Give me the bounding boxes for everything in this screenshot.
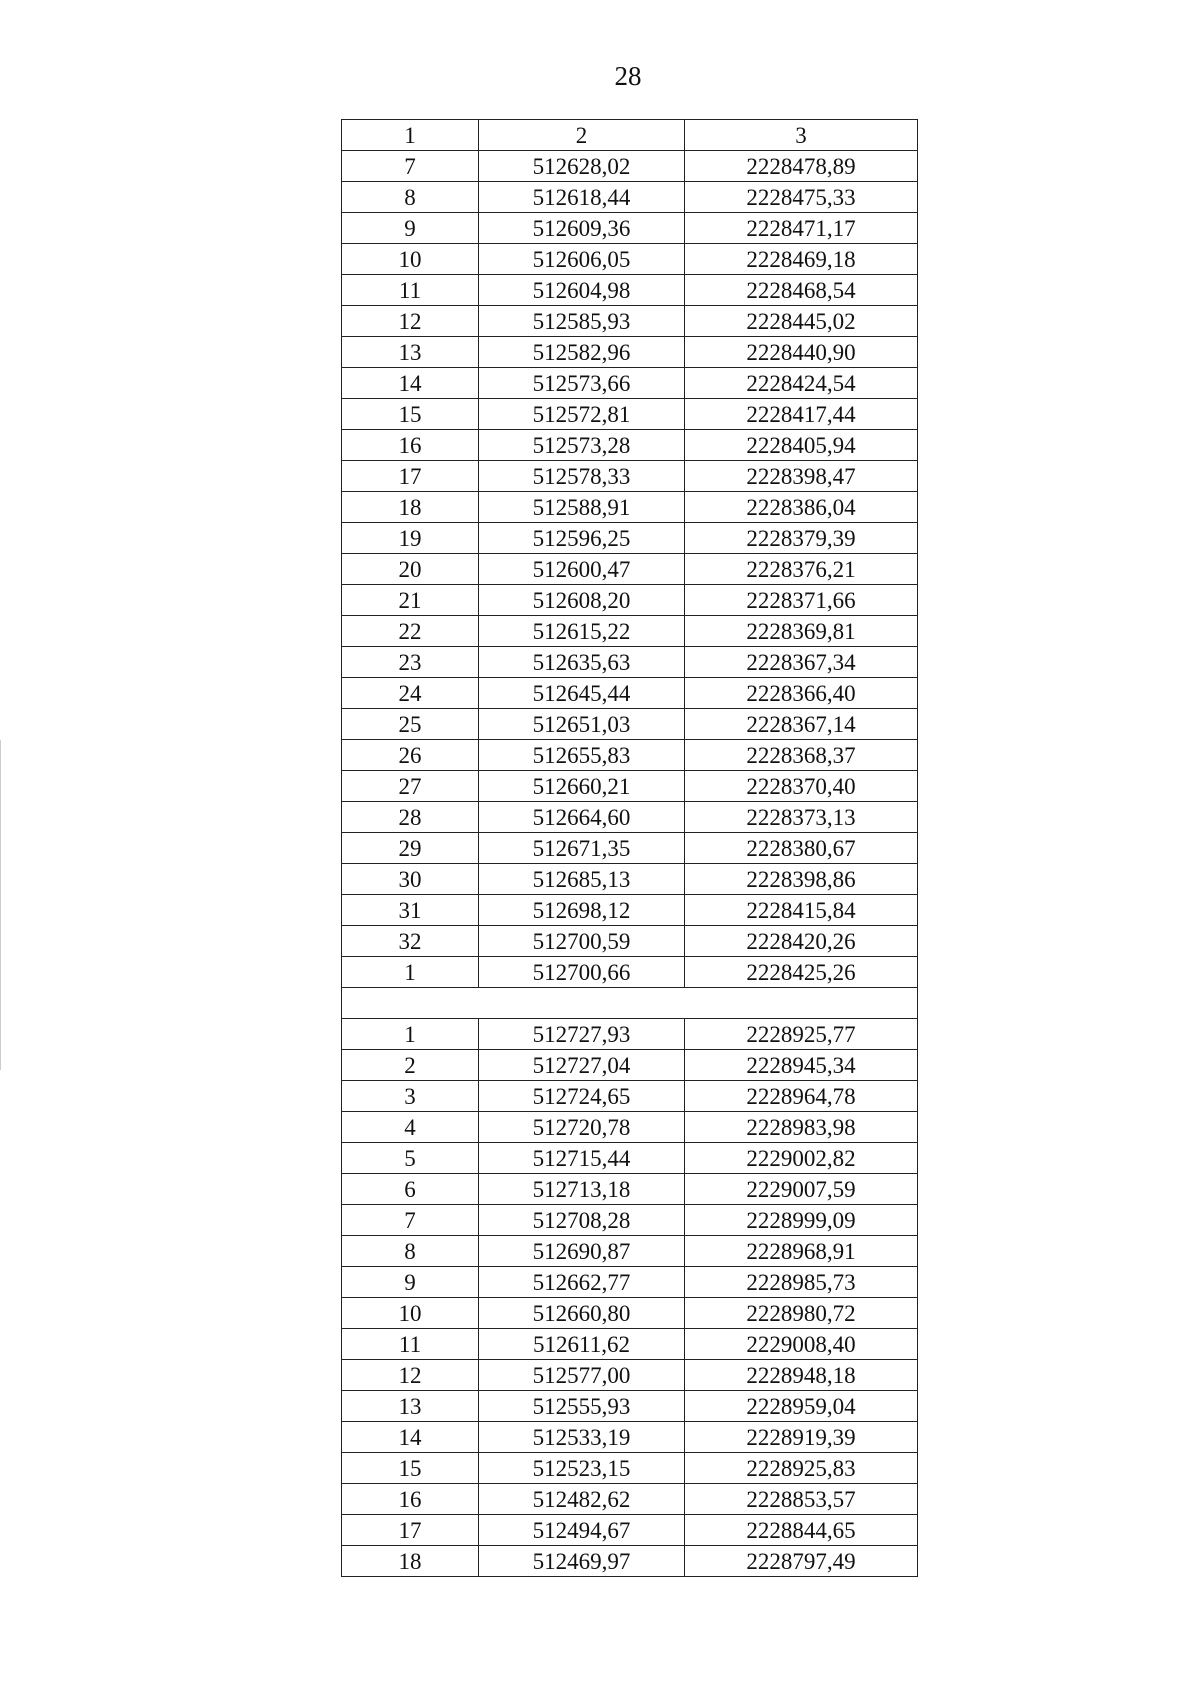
x-coordinate-cell: 512645,44 <box>479 678 685 709</box>
y-coordinate-cell: 2228475,33 <box>685 182 918 213</box>
x-coordinate-cell: 512685,13 <box>479 864 685 895</box>
table-row <box>342 709 918 740</box>
table-row <box>342 1391 918 1422</box>
scan-margin-line <box>0 740 1 1070</box>
x-coordinate-cell: 512727,93 <box>479 1019 685 1050</box>
x-coordinate-cell: 512635,63 <box>479 647 685 678</box>
y-coordinate-cell: 2228405,94 <box>685 430 918 461</box>
x-coordinate-cell: 512708,28 <box>479 1205 685 1236</box>
x-coordinate-cell: 512585,93 <box>479 306 685 337</box>
x-coordinate-cell: 512611,62 <box>479 1329 685 1360</box>
y-coordinate-cell: 2228371,66 <box>685 585 918 616</box>
y-coordinate-cell: 2228367,14 <box>685 709 918 740</box>
y-coordinate-cell: 2228386,04 <box>685 492 918 523</box>
header-cell-point: 1 <box>342 120 479 151</box>
table-row <box>342 368 918 399</box>
y-coordinate-cell: 2228398,86 <box>685 864 918 895</box>
point-number-cell: 12 <box>342 1360 479 1391</box>
table-row <box>342 1143 918 1174</box>
point-number-cell: 22 <box>342 616 479 647</box>
x-coordinate-cell: 512651,03 <box>479 709 685 740</box>
table-row <box>342 275 918 306</box>
table-row <box>342 306 918 337</box>
point-number-cell: 13 <box>342 337 479 368</box>
x-coordinate-cell: 512588,91 <box>479 492 685 523</box>
table-row <box>342 678 918 709</box>
section-separator-row <box>342 988 918 1019</box>
table-row <box>342 864 918 895</box>
y-coordinate-cell: 2228948,18 <box>685 1360 918 1391</box>
x-coordinate-cell: 512573,28 <box>479 430 685 461</box>
y-coordinate-cell: 2228367,34 <box>685 647 918 678</box>
y-coordinate-cell: 2228379,39 <box>685 523 918 554</box>
point-number-cell: 18 <box>342 1546 479 1577</box>
y-coordinate-cell: 2228844,65 <box>685 1515 918 1546</box>
x-coordinate-cell: 512724,65 <box>479 1081 685 1112</box>
table-row <box>342 1081 918 1112</box>
y-coordinate-cell: 2228373,13 <box>685 802 918 833</box>
point-number-cell: 11 <box>342 1329 479 1360</box>
header-cell-y: 3 <box>685 120 918 151</box>
point-number-cell: 19 <box>342 523 479 554</box>
point-number-cell: 27 <box>342 771 479 802</box>
y-coordinate-cell: 2228925,83 <box>685 1453 918 1484</box>
point-number-cell: 18 <box>342 492 479 523</box>
point-number-cell: 16 <box>342 1484 479 1515</box>
y-coordinate-cell: 2228468,54 <box>685 275 918 306</box>
point-number-cell: 28 <box>342 802 479 833</box>
x-coordinate-cell: 512482,62 <box>479 1484 685 1515</box>
table-row <box>342 337 918 368</box>
table-row <box>342 647 918 678</box>
x-coordinate-cell: 512523,15 <box>479 1453 685 1484</box>
point-number-cell: 20 <box>342 554 479 585</box>
x-coordinate-cell: 512713,18 <box>479 1174 685 1205</box>
y-coordinate-cell: 2228980,72 <box>685 1298 918 1329</box>
point-number-cell: 24 <box>342 678 479 709</box>
y-coordinate-cell: 2228445,02 <box>685 306 918 337</box>
x-coordinate-cell: 512573,66 <box>479 368 685 399</box>
x-coordinate-cell: 512578,33 <box>479 461 685 492</box>
table-row <box>342 523 918 554</box>
point-number-cell: 14 <box>342 1422 479 1453</box>
y-coordinate-cell: 2228380,67 <box>685 833 918 864</box>
y-coordinate-cell: 2228983,98 <box>685 1112 918 1143</box>
y-coordinate-cell: 2228469,18 <box>685 244 918 275</box>
x-coordinate-cell: 512698,12 <box>479 895 685 926</box>
point-number-cell: 21 <box>342 585 479 616</box>
x-coordinate-cell: 512715,44 <box>479 1143 685 1174</box>
table-row <box>342 585 918 616</box>
y-coordinate-cell: 2228424,54 <box>685 368 918 399</box>
x-coordinate-cell: 512555,93 <box>479 1391 685 1422</box>
x-coordinate-cell: 512596,25 <box>479 523 685 554</box>
point-number-cell: 8 <box>342 182 479 213</box>
table-row <box>342 399 918 430</box>
y-coordinate-cell: 2228370,40 <box>685 771 918 802</box>
table-row <box>342 957 918 988</box>
x-coordinate-cell: 512606,05 <box>479 244 685 275</box>
table-row <box>342 244 918 275</box>
section-separator-cell <box>342 988 918 1019</box>
x-coordinate-cell: 512618,44 <box>479 182 685 213</box>
y-coordinate-cell: 2228420,26 <box>685 926 918 957</box>
y-coordinate-cell: 2228425,26 <box>685 957 918 988</box>
table-row <box>342 771 918 802</box>
point-number-cell: 29 <box>342 833 479 864</box>
table-row <box>342 1484 918 1515</box>
x-coordinate-cell: 512700,59 <box>479 926 685 957</box>
point-number-cell: 13 <box>342 1391 479 1422</box>
point-number-cell: 8 <box>342 1236 479 1267</box>
point-number-cell: 14 <box>342 368 479 399</box>
table-row <box>342 1112 918 1143</box>
point-number-cell: 1 <box>342 957 479 988</box>
y-coordinate-cell: 2228376,21 <box>685 554 918 585</box>
x-coordinate-cell: 512690,87 <box>479 1236 685 1267</box>
table-row <box>342 151 918 182</box>
x-coordinate-cell: 512660,21 <box>479 771 685 802</box>
table-row <box>342 1267 918 1298</box>
x-coordinate-cell: 512671,35 <box>479 833 685 864</box>
point-number-cell: 10 <box>342 244 479 275</box>
x-coordinate-cell: 512600,47 <box>479 554 685 585</box>
y-coordinate-cell: 2228925,77 <box>685 1019 918 1050</box>
table-row <box>342 1298 918 1329</box>
point-number-cell: 23 <box>342 647 479 678</box>
x-coordinate-cell: 512615,22 <box>479 616 685 647</box>
coordinates-table-body <box>342 120 918 1577</box>
point-number-cell: 30 <box>342 864 479 895</box>
y-coordinate-cell: 2228417,44 <box>685 399 918 430</box>
point-number-cell: 7 <box>342 151 479 182</box>
x-coordinate-cell: 512609,36 <box>479 213 685 244</box>
coordinates-table <box>341 119 918 1577</box>
x-coordinate-cell: 512533,19 <box>479 1422 685 1453</box>
point-number-cell: 2 <box>342 1050 479 1081</box>
table-row <box>342 926 918 957</box>
x-coordinate-cell: 512720,78 <box>479 1112 685 1143</box>
table-row <box>342 616 918 647</box>
y-coordinate-cell: 2228964,78 <box>685 1081 918 1112</box>
x-coordinate-cell: 512469,97 <box>479 1546 685 1577</box>
table-row <box>342 1205 918 1236</box>
y-coordinate-cell: 2228853,57 <box>685 1484 918 1515</box>
point-number-cell: 9 <box>342 213 479 244</box>
x-coordinate-cell: 512664,60 <box>479 802 685 833</box>
table-row <box>342 554 918 585</box>
x-coordinate-cell: 512608,20 <box>479 585 685 616</box>
y-coordinate-cell: 2228797,49 <box>685 1546 918 1577</box>
y-coordinate-cell: 2229002,82 <box>685 1143 918 1174</box>
table-row <box>342 1329 918 1360</box>
point-number-cell: 1 <box>342 1019 479 1050</box>
table-row <box>342 1360 918 1391</box>
point-number-cell: 17 <box>342 1515 479 1546</box>
y-coordinate-cell: 2228919,39 <box>685 1422 918 1453</box>
point-number-cell: 9 <box>342 1267 479 1298</box>
table-row <box>342 213 918 244</box>
point-number-cell: 7 <box>342 1205 479 1236</box>
page-number: 28 <box>614 61 642 91</box>
table-row <box>342 1453 918 1484</box>
table-row <box>342 1050 918 1081</box>
point-number-cell: 11 <box>342 275 479 306</box>
y-coordinate-cell: 2228968,91 <box>685 1236 918 1267</box>
x-coordinate-cell: 512494,67 <box>479 1515 685 1546</box>
point-number-cell: 4 <box>342 1112 479 1143</box>
x-coordinate-cell: 512655,83 <box>479 740 685 771</box>
point-number-cell: 25 <box>342 709 479 740</box>
point-number-cell: 31 <box>342 895 479 926</box>
table-row <box>342 802 918 833</box>
point-number-cell: 17 <box>342 461 479 492</box>
table-row <box>342 1546 918 1577</box>
y-coordinate-cell: 2228366,40 <box>685 678 918 709</box>
table-row <box>342 833 918 864</box>
point-number-cell: 12 <box>342 306 479 337</box>
x-coordinate-cell: 512572,81 <box>479 399 685 430</box>
point-number-cell: 3 <box>342 1081 479 1112</box>
point-number-cell: 5 <box>342 1143 479 1174</box>
table-row <box>342 182 918 213</box>
table-header-row <box>342 120 918 151</box>
y-coordinate-cell: 2228440,90 <box>685 337 918 368</box>
table-row <box>342 1422 918 1453</box>
point-number-cell: 10 <box>342 1298 479 1329</box>
y-coordinate-cell: 2229007,59 <box>685 1174 918 1205</box>
x-coordinate-cell: 512727,04 <box>479 1050 685 1081</box>
x-coordinate-cell: 512628,02 <box>479 151 685 182</box>
y-coordinate-cell: 2228471,17 <box>685 213 918 244</box>
table-row <box>342 1515 918 1546</box>
point-number-cell: 16 <box>342 430 479 461</box>
point-number-cell: 32 <box>342 926 479 957</box>
table-row <box>342 492 918 523</box>
table-row <box>342 895 918 926</box>
x-coordinate-cell: 512604,98 <box>479 275 685 306</box>
x-coordinate-cell: 512700,66 <box>479 957 685 988</box>
y-coordinate-cell: 2228945,34 <box>685 1050 918 1081</box>
y-coordinate-cell: 2228959,04 <box>685 1391 918 1422</box>
point-number-cell: 15 <box>342 399 479 430</box>
point-number-cell: 15 <box>342 1453 479 1484</box>
y-coordinate-cell: 2228415,84 <box>685 895 918 926</box>
x-coordinate-cell: 512582,96 <box>479 337 685 368</box>
table-row <box>342 1236 918 1267</box>
table-row <box>342 740 918 771</box>
x-coordinate-cell: 512577,00 <box>479 1360 685 1391</box>
table-row <box>342 1174 918 1205</box>
y-coordinate-cell: 2228478,89 <box>685 151 918 182</box>
y-coordinate-cell: 2228398,47 <box>685 461 918 492</box>
table-row <box>342 430 918 461</box>
table-row <box>342 1019 918 1050</box>
y-coordinate-cell: 2228985,73 <box>685 1267 918 1298</box>
header-cell-x: 2 <box>479 120 685 151</box>
table-row <box>342 461 918 492</box>
point-number-cell: 26 <box>342 740 479 771</box>
x-coordinate-cell: 512660,80 <box>479 1298 685 1329</box>
y-coordinate-cell: 2228368,37 <box>685 740 918 771</box>
y-coordinate-cell: 2228999,09 <box>685 1205 918 1236</box>
x-coordinate-cell: 512662,77 <box>479 1267 685 1298</box>
y-coordinate-cell: 2228369,81 <box>685 616 918 647</box>
point-number-cell: 6 <box>342 1174 479 1205</box>
y-coordinate-cell: 2229008,40 <box>685 1329 918 1360</box>
